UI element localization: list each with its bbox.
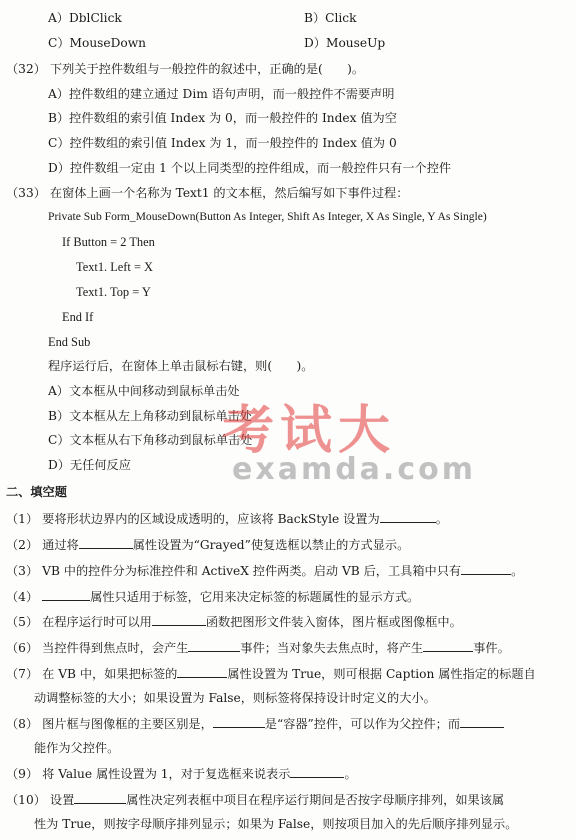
q32-option-a: A）控件数组的建立通过 Dim 语句声明，而一般控件不需要声明: [48, 87, 395, 101]
q32-stem-text: 下列关于控件数组与一般控件的叙述中，正确的是( )。: [49, 62, 365, 76]
fill-text: 事件。: [473, 641, 510, 655]
answer-blank: [213, 716, 265, 728]
fill-number: （2）: [6, 538, 39, 552]
fill-question-9: [6, 766, 357, 782]
q33-number: （33）: [6, 186, 46, 200]
fill-question-4: [6, 589, 419, 605]
q32-option-d: D）控件数组一定由 1 个以上同类型的控件组成，而一般控件只有一个控件: [48, 161, 452, 175]
code-line: Text1. Left = X: [76, 260, 153, 274]
fill-text: 属性决定列表框中项目在程序运行期间是否按字母顺序排列，如果该属: [126, 793, 505, 807]
fill-text: 属性只适用于标签，它用来决定标签的标题属性的显示方式。: [90, 590, 420, 604]
fill-text: 设置: [49, 793, 75, 807]
fill-text: 通过将: [42, 538, 79, 552]
code-line: End Sub: [48, 335, 91, 349]
q31-option-d: D）MouseUp: [304, 36, 386, 50]
fill-text: 是“容器”控件，可以作为父控件；而: [264, 717, 461, 731]
q33-stem: [6, 185, 408, 201]
fill-text: 属性设置为“Grayed”使复选框以禁止的方式显示。: [132, 538, 410, 552]
fill-number: （4）: [6, 590, 39, 604]
fill-number: （3）: [6, 564, 39, 578]
q31-option-a: A）DblClick: [48, 11, 122, 25]
q32-number: （32）: [6, 62, 46, 76]
answer-blank: [460, 716, 504, 728]
watermark-logo: 考试大: [222, 401, 397, 461]
fill-text: VB 中的控件分为标准控件和 ActiveX 控件两类。启动 VB 后，工具箱中只有: [42, 564, 462, 578]
code-line: End If: [62, 310, 94, 324]
answer-blank: [42, 589, 90, 601]
answer-blank: [461, 563, 511, 575]
fill-question-8-continued: 能作为父控件。: [34, 741, 120, 755]
fill-question-3: [6, 563, 523, 579]
answer-blank: [290, 766, 344, 778]
fill-number: （10）: [6, 793, 46, 807]
answer-blank: [380, 511, 436, 523]
fill-number: （7）: [6, 667, 39, 681]
fill-question-8: [6, 716, 504, 732]
q33-option-d: D）无任何反应: [48, 458, 131, 472]
q33-option-b: B）文本框从左上角移动到鼠标单击处: [48, 409, 252, 423]
fill-question-2: [6, 537, 409, 553]
section-title: 二、填空题: [6, 485, 67, 499]
q31-option-c: C）MouseDown: [48, 36, 147, 50]
fill-question-5: [6, 614, 462, 630]
fill-question-6: [6, 640, 510, 656]
answer-blank: [188, 640, 240, 652]
fill-text: 在 VB 中，如果把标签的: [42, 667, 178, 681]
q32-option-b: B）控件数组的索引值 Index 为 0，而一般控件的 Index 值为空: [48, 111, 397, 125]
fill-number: （9）: [6, 767, 39, 781]
fill-text: 函数把图形文件装入窗体，图片框或图像框中。: [205, 615, 462, 629]
answer-blank: [177, 666, 227, 678]
fill-text: 图片框与图像框的主要区别是，: [42, 717, 213, 731]
fill-text: 事件；当对象失去焦点时，将产生: [240, 641, 424, 655]
fill-text: 将 Value 属性设置为 1，对于复选框来说表示: [42, 767, 291, 781]
code-line: Text1. Top = Y: [76, 285, 151, 299]
fill-question-7: [6, 666, 536, 682]
q33-option-a: A）文本框从中间移动到鼠标单击处: [48, 384, 240, 398]
fill-number: （6）: [6, 641, 39, 655]
answer-blank: [423, 640, 473, 652]
q33-stem-text: 在窗体上画一个名称为 Text1 的文本框，然后编写如下事件过程：: [49, 186, 409, 200]
fill-text: 在程序运行时可以用: [42, 615, 152, 629]
fill-number: （8）: [6, 717, 39, 731]
code-line: If Button = 2 Then: [62, 235, 155, 249]
q33-option-c: C）文本框从右下角移动到鼠标单击处: [48, 433, 253, 447]
fill-text: 当控件得到焦点时，会产生: [42, 641, 189, 655]
q33-question: 程序运行后，在窗体上单击鼠标右键，则( )。: [48, 359, 314, 373]
q32-stem: [6, 61, 364, 77]
fill-number: （1）: [6, 512, 39, 526]
fill-question-7-continued: 动调整标签的大小；如果设置为 False，则标签将保持设计时定义的大小。: [34, 691, 436, 705]
fill-question-10-continued: 性为 True，则按字母顺序排列显示；如果为 False，则按项目加入的先后顺序排列显示。: [34, 817, 518, 831]
fill-number: （5）: [6, 615, 39, 629]
q32-option-c: C）控件数组的索引值 Index 为 1，而一般控件的 Index 值为 0: [48, 136, 397, 150]
code-line: Private Sub Form_MouseDown(Button As Integer, Shift As Integer, X As Single, Y As Single): [48, 210, 487, 223]
answer-blank: [74, 792, 126, 804]
fill-text: 要将形状边界内的区域设成透明的，应该将 BackStyle 设置为: [42, 512, 380, 526]
fill-question-1: [6, 511, 448, 527]
fill-question-10: [6, 792, 504, 808]
fill-text: 。: [435, 512, 448, 526]
q31-option-b: B）Click: [304, 11, 357, 25]
fill-text: 。: [511, 564, 524, 578]
answer-blank: [152, 614, 206, 626]
fill-text: 。: [344, 767, 357, 781]
fill-text: 属性设置为 True，则可根据 Caption 属性指定的标题自: [227, 667, 536, 681]
watermark-url: examda.com: [232, 452, 476, 487]
answer-blank: [79, 537, 133, 549]
